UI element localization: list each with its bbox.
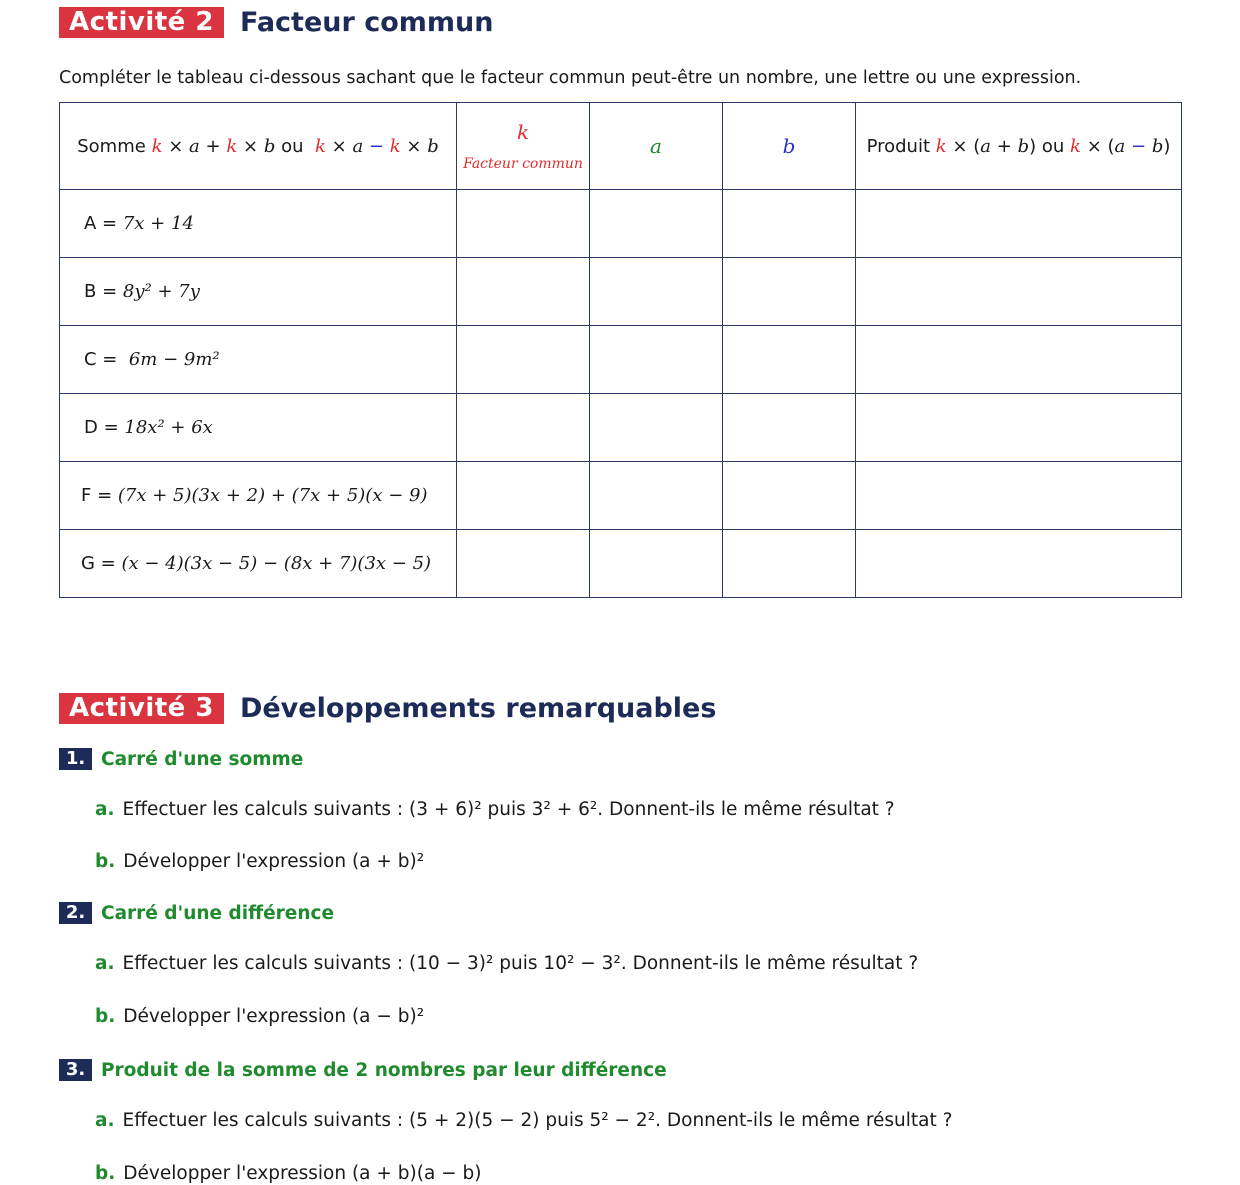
- header-product-k: k: [935, 135, 947, 157]
- row-name: B: [84, 281, 97, 302]
- answer-cell-a[interactable]: [590, 530, 723, 598]
- header-product-a: a: [1114, 135, 1126, 157]
- header-sum: [60, 103, 457, 190]
- header-k-label: k: [516, 120, 530, 144]
- table-row: [60, 258, 1182, 326]
- header-k: [457, 103, 590, 190]
- answer-cell-product[interactable]: [856, 394, 1182, 462]
- answer-cell-a[interactable]: [590, 326, 723, 394]
- row-name: C: [84, 349, 97, 370]
- answer-cell-product[interactable]: [856, 190, 1182, 258]
- table-row: [60, 462, 1182, 530]
- section-title: Produit de la somme de 2 nombres par leur différence: [101, 1059, 667, 1081]
- answer-cell-a[interactable]: [590, 258, 723, 326]
- plus-symbol: +: [996, 135, 1012, 157]
- section-number: 2.: [59, 902, 92, 924]
- header-product-b: b: [1151, 135, 1164, 157]
- answer-cell-product[interactable]: [856, 326, 1182, 394]
- answer-cell-k[interactable]: [457, 394, 590, 462]
- answer-cell-a[interactable]: [590, 462, 723, 530]
- row-expr: (7x + 5)(3x + 2) + (7x + 5)(x − 9): [117, 485, 428, 506]
- header-sum-k: k: [151, 135, 163, 157]
- answer-cell-a[interactable]: [590, 190, 723, 258]
- answer-cell-b[interactable]: [723, 394, 856, 462]
- answer-cell-product[interactable]: [856, 258, 1182, 326]
- row-expr: 8y² + 7y: [122, 281, 200, 302]
- header-a: [590, 103, 723, 190]
- section-number: 3.: [59, 1059, 92, 1081]
- header-b: [723, 103, 856, 190]
- header-k-sublabel: Facteur commun: [463, 156, 583, 172]
- section-heading: [59, 748, 303, 770]
- header-sum-ou: ou: [281, 135, 304, 157]
- activity-title: Facteur commun: [239, 7, 494, 38]
- plus-symbol: +: [205, 135, 221, 157]
- answer-cell-k[interactable]: [457, 190, 590, 258]
- header-sum-b: b: [427, 135, 439, 157]
- question-letter: b.: [95, 1163, 116, 1184]
- row-expression: C = 6m − 9m²: [60, 326, 457, 394]
- row-expression: D = 18x² + 6x: [60, 394, 457, 462]
- header-product-a: a: [980, 135, 992, 157]
- row-expression: F = (7x + 5)(3x + 2) + (7x + 5)(x − 9): [60, 462, 457, 530]
- answer-cell-k[interactable]: [457, 326, 590, 394]
- row-expr: (x − 4)(3x − 5) − (8x + 7)(3x − 5): [121, 553, 432, 574]
- header-product-ou: ou: [1041, 135, 1065, 157]
- question-letter: a.: [95, 1110, 115, 1131]
- activity3-header: [59, 693, 716, 724]
- header-sum-k: k: [226, 135, 238, 157]
- question-item: [95, 953, 918, 974]
- header-sum-a: a: [189, 135, 200, 157]
- question-letter: b.: [95, 1006, 116, 1027]
- paren-close: ): [1163, 135, 1171, 157]
- row-name: G: [81, 553, 95, 574]
- answer-cell-b[interactable]: [723, 190, 856, 258]
- instruction-text: Compléter le tableau ci-dessous sachant que le facteur commun peut-être un nombre, une lettre ou une expression.: [59, 68, 1082, 88]
- section-title: Carré d'une différence: [101, 902, 335, 924]
- table-row: [60, 530, 1182, 598]
- answer-cell-k[interactable]: [457, 530, 590, 598]
- activity-title: Développements remarquables: [239, 693, 717, 724]
- header-product: [856, 103, 1182, 190]
- question-item: [95, 1006, 424, 1027]
- question-text: Effectuer les calculs suivants : (10 − 3)² puis 10² − 3². Donnent-ils le même résultat ?: [122, 953, 919, 974]
- table-header-row: [60, 103, 1182, 190]
- answer-cell-b[interactable]: [723, 258, 856, 326]
- paren-open: (: [973, 135, 981, 157]
- row-expr: 6m − 9m²: [128, 349, 220, 370]
- header-a-label: a: [650, 134, 662, 158]
- row-expression: G = (x − 4)(3x − 5) − (8x + 7)(3x − 5): [60, 530, 457, 598]
- row-expression: B = 8y² + 7y: [60, 258, 457, 326]
- section-number: 1.: [59, 748, 92, 770]
- paren-close: ): [1029, 135, 1037, 157]
- answer-cell-k[interactable]: [457, 258, 590, 326]
- times-symbol: ×: [1086, 135, 1102, 157]
- header-product-b: b: [1017, 135, 1030, 157]
- times-symbol: ×: [406, 135, 422, 157]
- header-product-word: Produit: [866, 135, 931, 157]
- question-item: [95, 799, 895, 820]
- question-letter: a.: [95, 953, 115, 974]
- header-sum-k: k: [314, 135, 326, 157]
- question-item: [95, 1163, 482, 1184]
- question-letter: a.: [95, 799, 115, 820]
- activity2-header: [59, 7, 493, 38]
- paren-open: (: [1107, 135, 1115, 157]
- minus-symbol: −: [368, 135, 385, 157]
- header-sum-a: a: [352, 135, 364, 157]
- header-product-k: k: [1070, 135, 1081, 157]
- table-row: [60, 326, 1182, 394]
- question-text: Effectuer les calculs suivants : (3 + 6)² puis 3² + 6². Donnent-ils le même résultat ?: [122, 799, 895, 820]
- times-symbol: ×: [243, 135, 259, 157]
- question-item: [95, 1110, 952, 1131]
- row-name: A: [84, 213, 97, 234]
- question-text: Effectuer les calculs suivants : (5 + 2)(5 − 2) puis 5² − 2². Donnent-ils le même résultat ?: [122, 1110, 953, 1131]
- answer-cell-k[interactable]: [457, 462, 590, 530]
- row-expression: A = 7x + 14: [60, 190, 457, 258]
- times-symbol: ×: [331, 135, 347, 157]
- header-b-label: b: [782, 134, 796, 158]
- answer-cell-b[interactable]: [723, 462, 856, 530]
- row-expr: 7x + 14: [122, 213, 194, 234]
- row-name: F: [81, 485, 92, 506]
- section-heading: [59, 1059, 667, 1081]
- activity-badge: Activité 3: [59, 693, 224, 724]
- header-sum-word: Somme: [77, 135, 146, 157]
- question-item: [95, 851, 424, 872]
- answer-cell-b[interactable]: [723, 326, 856, 394]
- section-title: Carré d'une somme: [101, 748, 304, 770]
- minus-symbol: −: [1131, 135, 1147, 157]
- answer-cell-product[interactable]: [856, 462, 1182, 530]
- table-row: [60, 394, 1182, 462]
- row-name: D: [84, 417, 98, 438]
- question-letter: b.: [95, 851, 116, 872]
- header-sum-b: b: [263, 135, 276, 157]
- factor-table: [59, 102, 1182, 598]
- answer-cell-a[interactable]: [590, 394, 723, 462]
- table-row: [60, 190, 1182, 258]
- question-text: Développer l'expression (a + b)²: [123, 851, 425, 872]
- section-heading: [59, 902, 334, 924]
- answer-cell-product[interactable]: [856, 530, 1182, 598]
- row-expr: 18x² + 6x: [124, 417, 213, 438]
- times-symbol: ×: [168, 135, 184, 157]
- activity-badge: Activité 2: [59, 7, 224, 38]
- times-symbol: ×: [952, 135, 968, 157]
- question-text: Développer l'expression (a − b)²: [123, 1006, 425, 1027]
- answer-cell-b[interactable]: [723, 530, 856, 598]
- question-text: Développer l'expression (a + b)(a − b): [123, 1163, 482, 1184]
- header-sum-k: k: [389, 135, 401, 157]
